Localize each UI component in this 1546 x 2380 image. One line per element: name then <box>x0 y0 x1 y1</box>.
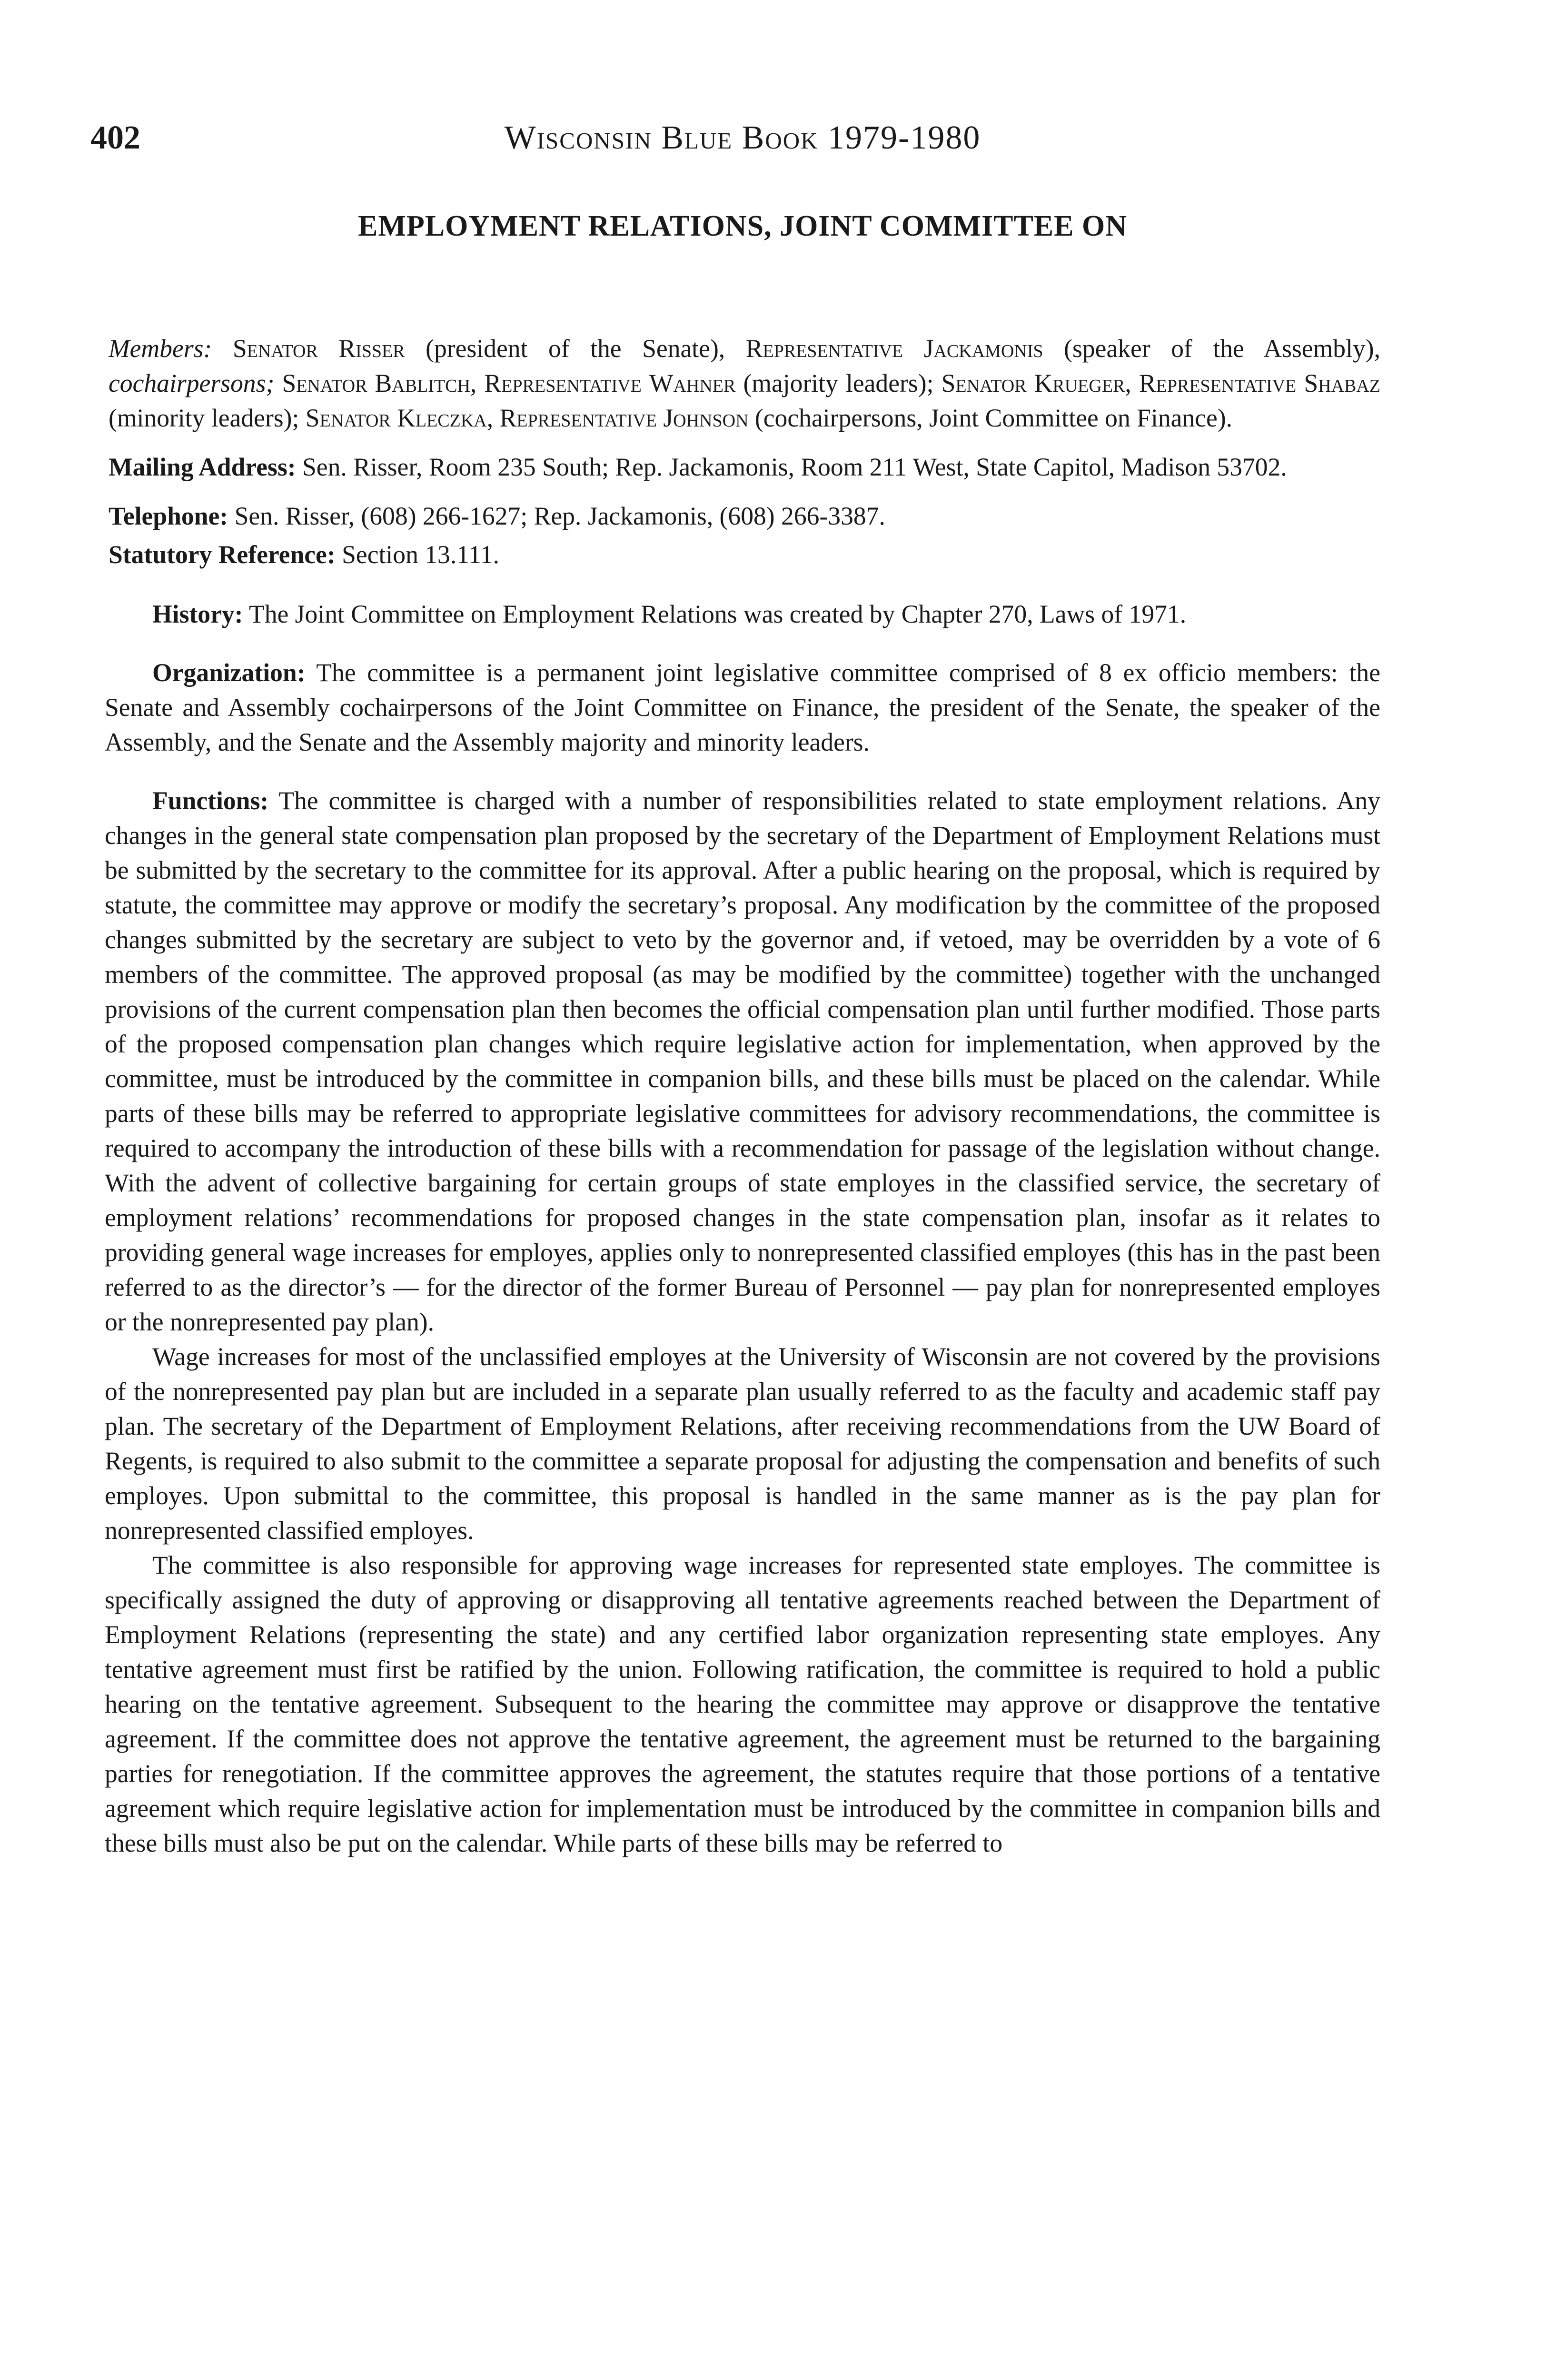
members-label: Members: <box>109 334 212 363</box>
page <box>90 119 1381 1861</box>
representative-label: Representative <box>499 404 657 432</box>
representative-label: Representative <box>745 334 903 363</box>
member-role: (speaker of the Assembly), <box>1064 334 1381 363</box>
history-text: The Joint Committee on Employment Relations was created by Chapter 270, Laws of 1971. <box>248 600 1187 628</box>
functions-paragraph <box>105 783 1380 1339</box>
member-name: Johnson <box>663 404 749 432</box>
running-header <box>90 119 1380 171</box>
member-name: Risser <box>338 334 405 363</box>
functions-paragraph-represented-employes: The committee is also responsible for approving wage increases for represented state employes. The committee is specifically assigned the duty of approving or disapproving all tentative agreements reached between the Department of Employment Relations (representing the state) and any certified labor organization representing state employes. Any tentative agreement must first be ratified by the union. Following ratification, the committee is required to hold a public hearing on the tentative agreement. Subsequent to the hearing the committee may approve or disapprove the tentative agreement. If the committee does not approve the tentative agreement, the agreement must be returned to the bargaining parties for renegotiation. If the committee approves the agreement, the statutes require that those portions of a tentative agreement which require legislative action for implementation must be introduced by the committee in companion bills and these bills must also be put on the calendar. While parts of these bills may be referred to <box>105 1551 1380 1857</box>
representative-label: Representative <box>1139 369 1297 397</box>
functions-paragraph-wage-increases: Wage increases for most of the unclassified employes at the University of Wisconsin are not covered by the provisions of the nonrepresented pay plan but are included in a separate plan usually referred to as the faculty and academic staff pay plan. The secretary of the Department of Employment Relations, after receiving recommendations from the UW Board of Regents, is required to also submit to the committee a separate proposal for adjusting the compensation and benefits of such employes. Upon submittal to the committee, this proposal is handled in the same manner as is the pay plan for nonrepresented classified employes. <box>105 1342 1380 1545</box>
representative-label: Representative <box>484 369 642 397</box>
statutory-reference-entry <box>105 537 1380 572</box>
senator-label: Senator <box>941 369 1027 397</box>
member-name: Krueger, <box>1034 369 1131 397</box>
senator-label: Senator <box>232 334 318 363</box>
mailing-address-entry <box>105 450 1380 485</box>
member-name: Bablitch, <box>375 369 477 397</box>
book-title: Wisconsin Blue Book 1979-1980 <box>504 119 981 156</box>
member-name: Shabaz <box>1304 369 1381 397</box>
organization-label: Organization: <box>152 658 306 687</box>
history-paragraph <box>105 597 1380 632</box>
member-role: (cochairpersons, Joint Committee on Finance). <box>754 404 1233 432</box>
telephone-entry <box>105 499 1380 534</box>
member-name: Wahner <box>649 369 736 397</box>
telephone-text: Sen. Risser, (608) 266-1627; Rep. Jackamonis, (608) 266-3387. <box>234 502 885 530</box>
cochairpersons-label: cochairpersons; <box>109 369 275 397</box>
history-label: History: <box>152 600 243 628</box>
page-number: 402 <box>90 119 140 156</box>
member-role: (minority leaders); <box>109 404 299 432</box>
member-name: Jackamonis <box>923 334 1043 363</box>
statutory-reference-text: Section 13.111. <box>342 540 500 569</box>
committee-title: EMPLOYMENT RELATIONS, JOINT COMMITTEE ON <box>357 210 1128 242</box>
telephone-label: Telephone: <box>109 502 228 530</box>
mailing-address-text: Sen. Risser, Room 235 South; Rep. Jackamonis, Room 211 West, State Capitol, Madison 53702. <box>302 453 1287 481</box>
senator-label: Senator <box>282 369 367 397</box>
organization-text: The committee is a permanent joint legislative committee comprised of 8 ex officio members: the Senate and Assembly cochairpersons of the Joint Committee on Finance, the president of the Senate, the speaker of the Assembly, and the Senate and the Assembly majority and minority leaders. <box>105 658 1380 756</box>
member-role: (president of the Senate), <box>426 334 725 363</box>
functions-text: The committee is charged with a number of responsibilities related to state employment relations. Any changes in the general state compensation plan proposed by the secretary of the Department of Employment Relations must be submitted by the secretary to the committee for its approval. After a public hearing on the proposal, which is required by statute, the committee may approve or modify the secretary’s proposal. Any modification by the committee of the proposed changes submitted by the secretary are subject to veto by the governor and, if vetoed, may be overridden by a vote of 6 members of the committee. The approved proposal (as may be modified by the committee) together with the unchanged provisions of the current compensation plan then becomes the official compensation plan until further modified. Those parts of the proposed compensation plan changes which require legislative action for implementation, when approved by the committee, must be introduced by the committee in companion bills, and these bills must be placed on the calendar. While parts of these bills may be referred to appropriate legislative committees for advisory recommendations, the committee is required to accompany the introduction of these bills with a recommendation for passage of the legislation without change. With the advent of collective bargaining for certain groups of state employes in the classified service, the secretary of employment relations’ recommendations for proposed changes in the state compensation plan, insofar as it relates to providing general wage increases for employes, applies only to nonrepresented classified employes (this has in the past been referred to as the director’s — for the director of the former Bureau of Personnel — pay plan for nonrepresented employes or the nonrepresented pay plan). <box>105 786 1381 1336</box>
mailing-address-label: Mailing Address: <box>109 453 296 481</box>
functions-label: Functions: <box>152 786 269 815</box>
member-role: (majority leaders); <box>743 369 934 397</box>
senator-label: Senator <box>305 404 391 432</box>
organization-paragraph <box>105 655 1380 760</box>
statutory-reference-label: Statutory Reference: <box>109 540 336 569</box>
members-entry <box>105 331 1380 436</box>
member-name: Kleczka, <box>397 404 494 432</box>
